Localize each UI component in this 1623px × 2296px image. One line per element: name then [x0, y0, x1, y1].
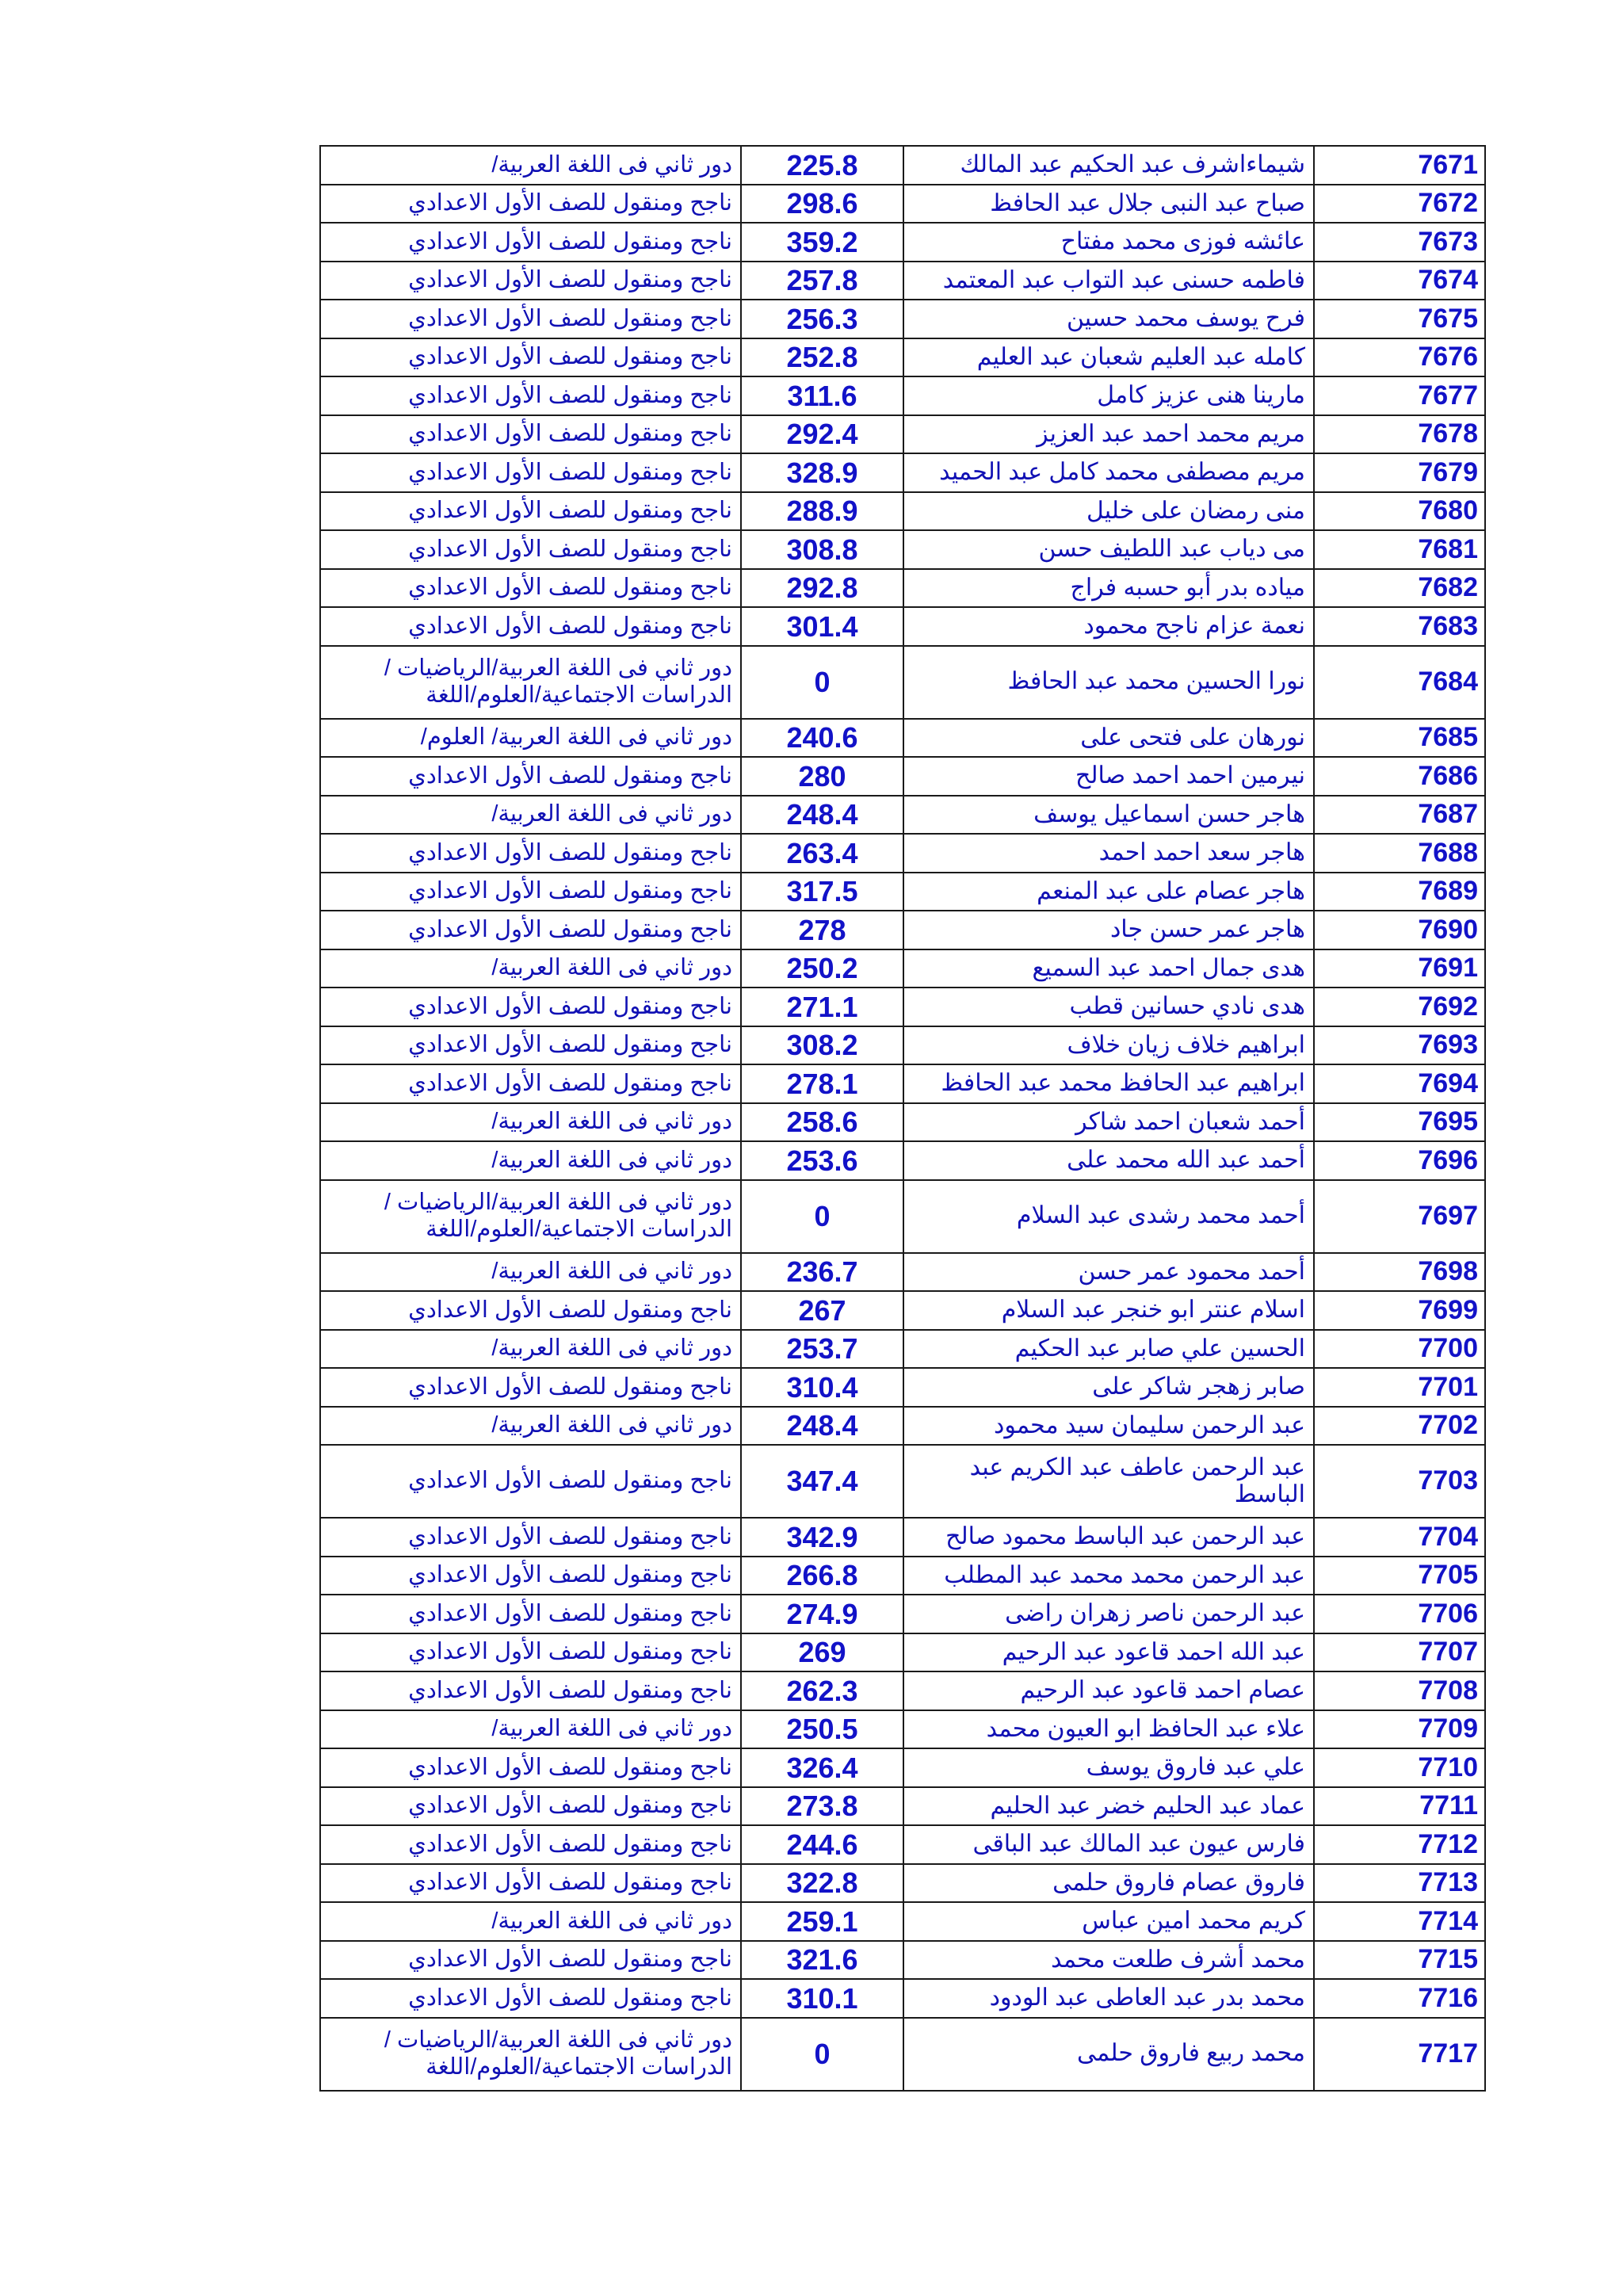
student-name-cell: هاجر عمر حسن جاد: [903, 911, 1314, 949]
student-name-cell: هدى جمال احمد عبد السميع: [903, 949, 1314, 988]
student-number-cell: 7693: [1314, 1026, 1485, 1065]
student-name-cell: شيماءاشرف عبد الحكيم عبد المالك: [903, 146, 1314, 185]
total-score-cell: 225.8: [741, 146, 903, 185]
table-row: [320, 1671, 1485, 1710]
total-score-cell: 248.4: [741, 1407, 903, 1446]
total-score-cell: 271.1: [741, 988, 903, 1026]
student-name-cell: مريم محمد احمد عبد العزيز: [903, 415, 1314, 454]
total-score-cell: 266.8: [741, 1557, 903, 1595]
student-name-cell: أحمد محمد رشدى عبد السلام: [903, 1180, 1314, 1253]
table-row: [320, 911, 1485, 949]
student-name-cell: فارس عيون عبد المالك عبد الباقى: [903, 1825, 1314, 1864]
student-name-cell: هاجر حسن اسماعيل يوسف: [903, 796, 1314, 835]
result-status-cell: ناجح ومنقول للصف الأول الاعدادي: [320, 262, 741, 300]
student-name-cell: أحمد شعبان احمد شاكر: [903, 1103, 1314, 1142]
table-row: [320, 1979, 1485, 2018]
table-row: [320, 1330, 1485, 1369]
table-row: [320, 1064, 1485, 1103]
result-status-cell: ناجح ومنقول للصف الأول الاعدادي: [320, 530, 741, 569]
result-status-cell: ناجح ومنقول للصف الأول الاعدادي: [320, 415, 741, 454]
table-row: [320, 757, 1485, 796]
result-status-cell: دور ثاني فى اللغة العربية/: [320, 1330, 741, 1369]
student-number-cell: 7686: [1314, 757, 1485, 796]
student-number-cell: 7681: [1314, 530, 1485, 569]
table-row: [320, 415, 1485, 454]
total-score-cell: 248.4: [741, 796, 903, 835]
result-status-cell: ناجح ومنقول للصف الأول الاعدادي: [320, 1291, 741, 1330]
result-status-cell: دور ثاني فى اللغة العربية/الرياضيات / الدراسات الاجتماعية/العلوم/اللغة: [320, 1180, 741, 1253]
student-number-cell: 7679: [1314, 453, 1485, 492]
student-number-cell: 7708: [1314, 1671, 1485, 1710]
total-score-cell: 311.6: [741, 376, 903, 415]
result-status-cell: ناجح ومنقول للصف الأول الاعدادي: [320, 300, 741, 338]
total-score-cell: 250.5: [741, 1710, 903, 1749]
student-number-cell: 7687: [1314, 796, 1485, 835]
student-name-cell: محمد بدر عبد العاطى عبد الودود: [903, 1979, 1314, 2018]
student-name-cell: نيرمين احمد احمد صالح: [903, 757, 1314, 796]
table-row: [320, 1941, 1485, 1980]
total-score-cell: 278: [741, 911, 903, 949]
result-status-cell: ناجح ومنقول للصف الأول الاعدادي: [320, 757, 741, 796]
student-name-cell: مريم مصطفى محمد كامل عبد الحميد: [903, 453, 1314, 492]
total-score-cell: 280: [741, 757, 903, 796]
student-name-cell: محمد ربيع فاروق حلمى: [903, 2018, 1314, 2091]
total-score-cell: 298.6: [741, 185, 903, 223]
table-row: [320, 185, 1485, 223]
student-name-cell: فاطمه حسنى عبد التواب عبد المعتمد: [903, 262, 1314, 300]
result-status-cell: ناجح ومنقول للصف الأول الاعدادي: [320, 453, 741, 492]
student-name-cell: محمد أشرف طلعت محمد: [903, 1941, 1314, 1980]
total-score-cell: 256.3: [741, 300, 903, 338]
table-row: [320, 376, 1485, 415]
result-status-cell: ناجح ومنقول للصف الأول الاعدادي: [320, 1518, 741, 1557]
table-row: [320, 1445, 1485, 1518]
table-row: [320, 1864, 1485, 1903]
student-name-cell: مارينا هنى عزيز كامل: [903, 376, 1314, 415]
total-score-cell: 273.8: [741, 1787, 903, 1826]
result-status-cell: دور ثاني فى اللغة العربية/: [320, 796, 741, 835]
result-status-cell: ناجح ومنقول للصف الأول الاعدادي: [320, 873, 741, 911]
total-score-cell: 326.4: [741, 1748, 903, 1787]
student-number-cell: 7674: [1314, 262, 1485, 300]
table-row: [320, 1103, 1485, 1142]
table-row: [320, 2018, 1485, 2091]
table-row: [320, 719, 1485, 758]
table-row: [320, 1710, 1485, 1749]
student-name-cell: منى رمضان على خليل: [903, 492, 1314, 531]
student-number-cell: 7709: [1314, 1710, 1485, 1749]
student-name-cell: نورا الحسين محمد عبد الحافظ: [903, 646, 1314, 719]
result-status-cell: دور ثاني فى اللغة العربية/الرياضيات / الدراسات الاجتماعية/العلوم/اللغة: [320, 2018, 741, 2091]
total-score-cell: 292.4: [741, 415, 903, 454]
student-name-cell: ابراهيم عبد الحافظ محمد عبد الحافظ: [903, 1064, 1314, 1103]
student-number-cell: 7711: [1314, 1787, 1485, 1826]
student-name-cell: الحسين علي صابر عبد الحكيم: [903, 1330, 1314, 1369]
total-score-cell: 321.6: [741, 1941, 903, 1980]
student-name-cell: مى دياب عبد اللطيف حسن: [903, 530, 1314, 569]
total-score-cell: 269: [741, 1633, 903, 1672]
student-number-cell: 7678: [1314, 415, 1485, 454]
student-number-cell: 7701: [1314, 1368, 1485, 1407]
student-number-cell: 7716: [1314, 1979, 1485, 2018]
table-row: [320, 834, 1485, 873]
result-status-cell: ناجح ومنقول للصف الأول الاعدادي: [320, 1941, 741, 1980]
total-score-cell: 308.8: [741, 530, 903, 569]
table-row: [320, 1253, 1485, 1292]
result-status-cell: ناجح ومنقول للصف الأول الاعدادي: [320, 376, 741, 415]
total-score-cell: 0: [741, 2018, 903, 2091]
total-score-cell: 359.2: [741, 223, 903, 262]
total-score-cell: 267: [741, 1291, 903, 1330]
student-number-cell: 7699: [1314, 1291, 1485, 1330]
student-name-cell: علاء عبد الحافظ ابو العيون محمد: [903, 1710, 1314, 1749]
student-number-cell: 7677: [1314, 376, 1485, 415]
results-table-body: [320, 146, 1485, 2091]
table-row: [320, 569, 1485, 608]
total-score-cell: 288.9: [741, 492, 903, 531]
result-status-cell: ناجح ومنقول للصف الأول الاعدادي: [320, 834, 741, 873]
student-name-cell: كريم محمد امين عباس: [903, 1902, 1314, 1941]
student-number-cell: 7702: [1314, 1407, 1485, 1446]
result-status-cell: ناجح ومنقول للصف الأول الاعدادي: [320, 988, 741, 1026]
student-number-cell: 7672: [1314, 185, 1485, 223]
student-number-cell: 7684: [1314, 646, 1485, 719]
student-number-cell: 7705: [1314, 1557, 1485, 1595]
result-status-cell: ناجح ومنقول للصف الأول الاعدادي: [320, 1748, 741, 1787]
student-name-cell: عبد الرحمن ناصر زهران راضى: [903, 1595, 1314, 1633]
student-number-cell: 7703: [1314, 1445, 1485, 1518]
total-score-cell: 317.5: [741, 873, 903, 911]
student-number-cell: 7671: [1314, 146, 1485, 185]
total-score-cell: 347.4: [741, 1445, 903, 1518]
result-status-cell: ناجح ومنقول للصف الأول الاعدادي: [320, 1671, 741, 1710]
student-number-cell: 7689: [1314, 873, 1485, 911]
student-name-cell: نعمة عزام ناجح محمود: [903, 607, 1314, 646]
table-row: [320, 988, 1485, 1026]
student-name-cell: هاجر سعد احمد احمد: [903, 834, 1314, 873]
result-status-cell: دور ثاني فى اللغة العربية/ العلوم/: [320, 719, 741, 758]
table-row: [320, 796, 1485, 835]
result-status-cell: دور ثاني فى اللغة العربية/: [320, 949, 741, 988]
result-status-cell: ناجح ومنقول للصف الأول الاعدادي: [320, 338, 741, 377]
student-name-cell: عصام احمد قاعود عبد الرحيم: [903, 1671, 1314, 1710]
total-score-cell: 244.6: [741, 1825, 903, 1864]
table-row: [320, 1633, 1485, 1672]
student-name-cell: عماد عبد الحليم خضر عبد الحليم: [903, 1787, 1314, 1826]
result-status-cell: ناجح ومنقول للصف الأول الاعدادي: [320, 607, 741, 646]
table-row: [320, 1825, 1485, 1864]
total-score-cell: 258.6: [741, 1103, 903, 1142]
total-score-cell: 253.6: [741, 1141, 903, 1180]
student-name-cell: كامله عبد العليم شعبان عبد العليم: [903, 338, 1314, 377]
table-row: [320, 1902, 1485, 1941]
table-row: [320, 873, 1485, 911]
result-status-cell: ناجح ومنقول للصف الأول الاعدادي: [320, 1064, 741, 1103]
student-name-cell: عائشه فوزى محمد مفتاح: [903, 223, 1314, 262]
total-score-cell: 274.9: [741, 1595, 903, 1633]
total-score-cell: 342.9: [741, 1518, 903, 1557]
student-number-cell: 7688: [1314, 834, 1485, 873]
student-number-cell: 7673: [1314, 223, 1485, 262]
table-row: [320, 1291, 1485, 1330]
total-score-cell: 278.1: [741, 1064, 903, 1103]
total-score-cell: 292.8: [741, 569, 903, 608]
student-number-cell: 7715: [1314, 1941, 1485, 1980]
result-status-cell: ناجح ومنقول للصف الأول الاعدادي: [320, 1633, 741, 1672]
student-number-cell: 7710: [1314, 1748, 1485, 1787]
total-score-cell: 263.4: [741, 834, 903, 873]
result-status-cell: ناجح ومنقول للصف الأول الاعدادي: [320, 492, 741, 531]
student-number-cell: 7700: [1314, 1330, 1485, 1369]
student-name-cell: عبد الرحمن محمد محمد عبد المطلب: [903, 1557, 1314, 1595]
result-status-cell: دور ثاني فى اللغة العربية/: [320, 1407, 741, 1446]
student-name-cell: اسلام عنتر ابو خنجر عبد السلام: [903, 1291, 1314, 1330]
total-score-cell: 301.4: [741, 607, 903, 646]
table-row: [320, 300, 1485, 338]
table-row: [320, 453, 1485, 492]
student-name-cell: علي عبد فاروق يوسف: [903, 1748, 1314, 1787]
table-row: [320, 1557, 1485, 1595]
result-status-cell: ناجح ومنقول للصف الأول الاعدادي: [320, 1445, 741, 1518]
student-number-cell: 7692: [1314, 988, 1485, 1026]
table-row: [320, 1368, 1485, 1407]
table-row: [320, 1026, 1485, 1065]
result-status-cell: دور ثاني فى اللغة العربية/الرياضيات / الدراسات الاجتماعية/العلوم/اللغة: [320, 646, 741, 719]
student-number-cell: 7706: [1314, 1595, 1485, 1633]
total-score-cell: 252.8: [741, 338, 903, 377]
table-row: [320, 146, 1485, 185]
result-status-cell: ناجح ومنقول للصف الأول الاعدادي: [320, 569, 741, 608]
total-score-cell: 259.1: [741, 1902, 903, 1941]
student-number-cell: 7675: [1314, 300, 1485, 338]
total-score-cell: 0: [741, 1180, 903, 1253]
total-score-cell: 262.3: [741, 1671, 903, 1710]
student-number-cell: 7697: [1314, 1180, 1485, 1253]
student-name-cell: عبد الرحمن عاطف عبد الكريم عبد الباسط: [903, 1445, 1314, 1518]
student-number-cell: 7683: [1314, 607, 1485, 646]
student-name-cell: عبد الرحمن سليمان سيد محمود: [903, 1407, 1314, 1446]
result-status-cell: دور ثاني فى اللغة العربية/: [320, 1710, 741, 1749]
result-status-cell: ناجح ومنقول للصف الأول الاعدادي: [320, 223, 741, 262]
table-row: [320, 607, 1485, 646]
student-name-cell: أحمد عبد الله محمد على: [903, 1141, 1314, 1180]
student-number-cell: 7690: [1314, 911, 1485, 949]
table-row: [320, 949, 1485, 988]
table-row: [320, 338, 1485, 377]
result-status-cell: دور ثاني فى اللغة العربية/: [320, 146, 741, 185]
table-row: [320, 1141, 1485, 1180]
student-name-cell: فاروق عصام فاروق حلمى: [903, 1864, 1314, 1903]
student-number-cell: 7714: [1314, 1902, 1485, 1941]
total-score-cell: 253.7: [741, 1330, 903, 1369]
total-score-cell: 308.2: [741, 1026, 903, 1065]
total-score-cell: 310.4: [741, 1368, 903, 1407]
total-score-cell: 240.6: [741, 719, 903, 758]
result-status-cell: ناجح ومنقول للصف الأول الاعدادي: [320, 1825, 741, 1864]
table-row: [320, 1518, 1485, 1557]
student-name-cell: هدى نادي حسانين قطب: [903, 988, 1314, 1026]
student-name-cell: عبد الرحمن عبد الباسط محمود صالح: [903, 1518, 1314, 1557]
student-name-cell: ابراهيم خلاف زيان خلاف: [903, 1026, 1314, 1065]
total-score-cell: 322.8: [741, 1864, 903, 1903]
student-name-cell: صباح عبد النبى جلال عبد الحافظ: [903, 185, 1314, 223]
student-number-cell: 7695: [1314, 1103, 1485, 1142]
student-name-cell: هاجر عصام على عبد المنعم: [903, 873, 1314, 911]
table-row: [320, 1180, 1485, 1253]
total-score-cell: 257.8: [741, 262, 903, 300]
student-name-cell: مياده بدر أبو حسبه فراج: [903, 569, 1314, 608]
result-status-cell: ناجح ومنقول للصف الأول الاعدادي: [320, 1368, 741, 1407]
student-number-cell: 7713: [1314, 1864, 1485, 1903]
result-status-cell: ناجح ومنقول للصف الأول الاعدادي: [320, 185, 741, 223]
total-score-cell: 328.9: [741, 453, 903, 492]
student-number-cell: 7704: [1314, 1518, 1485, 1557]
table-row: [320, 1787, 1485, 1826]
student-number-cell: 7696: [1314, 1141, 1485, 1180]
result-status-cell: ناجح ومنقول للصف الأول الاعدادي: [320, 1595, 741, 1633]
table-row: [320, 492, 1485, 531]
result-status-cell: ناجح ومنقول للصف الأول الاعدادي: [320, 911, 741, 949]
total-score-cell: 236.7: [741, 1253, 903, 1292]
student-number-cell: 7707: [1314, 1633, 1485, 1672]
student-number-cell: 7712: [1314, 1825, 1485, 1864]
table-row: [320, 1595, 1485, 1633]
student-name-cell: أحمد محمود عمر حسن: [903, 1253, 1314, 1292]
result-status-cell: دور ثاني فى اللغة العربية/: [320, 1253, 741, 1292]
total-score-cell: 250.2: [741, 949, 903, 988]
results-table: [319, 145, 1486, 2092]
student-number-cell: 7680: [1314, 492, 1485, 531]
table-row: [320, 223, 1485, 262]
student-name-cell: صابر زهجر شاكر على: [903, 1368, 1314, 1407]
table-row: [320, 530, 1485, 569]
result-status-cell: ناجح ومنقول للصف الأول الاعدادي: [320, 1557, 741, 1595]
result-status-cell: دور ثاني فى اللغة العربية/: [320, 1141, 741, 1180]
result-status-cell: دور ثاني فى اللغة العربية/: [320, 1103, 741, 1142]
student-name-cell: فرح يوسف محمد حسين: [903, 300, 1314, 338]
result-status-cell: ناجح ومنقول للصف الأول الاعدادي: [320, 1864, 741, 1903]
table-row: [320, 1748, 1485, 1787]
student-name-cell: عبد الله احمد قاعود عبد الرحيم: [903, 1633, 1314, 1672]
student-number-cell: 7691: [1314, 949, 1485, 988]
student-number-cell: 7685: [1314, 719, 1485, 758]
table-row: [320, 262, 1485, 300]
table-row: [320, 1407, 1485, 1446]
total-score-cell: 310.1: [741, 1979, 903, 2018]
student-number-cell: 7717: [1314, 2018, 1485, 2091]
table-row: [320, 646, 1485, 719]
result-status-cell: ناجح ومنقول للصف الأول الاعدادي: [320, 1026, 741, 1065]
result-status-cell: ناجح ومنقول للصف الأول الاعدادي: [320, 1787, 741, 1826]
student-number-cell: 7694: [1314, 1064, 1485, 1103]
student-number-cell: 7682: [1314, 569, 1485, 608]
total-score-cell: 0: [741, 646, 903, 719]
student-number-cell: 7698: [1314, 1253, 1485, 1292]
student-number-cell: 7676: [1314, 338, 1485, 377]
result-status-cell: ناجح ومنقول للصف الأول الاعدادي: [320, 1979, 741, 2018]
student-name-cell: نورهان على فتحى على: [903, 719, 1314, 758]
result-status-cell: دور ثاني فى اللغة العربية/: [320, 1902, 741, 1941]
